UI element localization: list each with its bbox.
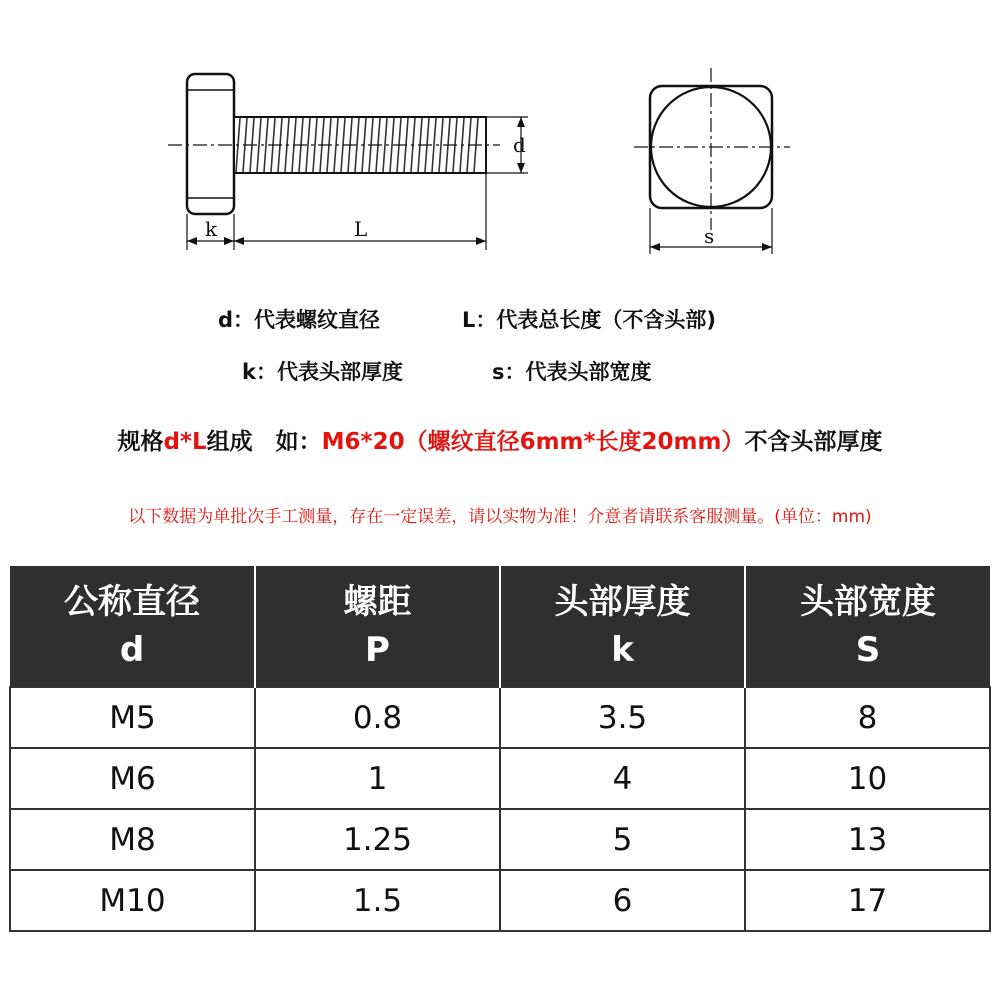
spec-prefix: 规格 xyxy=(117,429,164,455)
table-cell: 10 xyxy=(745,748,990,809)
legend-L-key: L xyxy=(462,308,476,332)
measurement-note: 以下数据为单批次手工测量，存在一定误差，请以实物为准！介意者请联系客服测量。(单位：mm) xyxy=(128,507,872,527)
header-title: 头部厚度 xyxy=(554,582,691,622)
legend-k xyxy=(242,356,403,386)
header-symbol: P xyxy=(365,630,390,670)
header-title: 公称直径 xyxy=(64,582,200,622)
spec-mid: 组成 如： xyxy=(206,429,322,455)
bolt-head-side xyxy=(187,74,234,214)
header-head-thickness xyxy=(500,566,745,687)
table-cell: 13 xyxy=(745,809,990,870)
legend-k-key: k xyxy=(242,360,256,384)
table-row xyxy=(10,687,990,748)
dim-label-L: L xyxy=(354,217,368,241)
legend-d-key: d xyxy=(218,308,234,332)
spec-example: M6*20（螺纹直径6mm*长度20mm） xyxy=(321,429,745,455)
dim-label-s: s xyxy=(704,224,715,248)
legend-s-desc: 代表头部宽度 xyxy=(525,360,652,384)
legend-colon: ： xyxy=(233,308,255,332)
table-cell: M8 xyxy=(10,809,255,870)
table-cell: 1.5 xyxy=(255,870,500,931)
spec-formula: d*L xyxy=(163,429,207,455)
table-cell: 5 xyxy=(500,809,745,870)
table-row xyxy=(10,748,990,809)
legend-s xyxy=(492,356,652,386)
legend-L-desc: 代表总长度（不含头部) xyxy=(496,308,716,332)
spec-line xyxy=(0,423,1000,456)
table-cell: 8 xyxy=(745,687,990,748)
legend-colon: ： xyxy=(504,360,526,384)
header-title: 头部宽度 xyxy=(800,582,936,622)
bolt-dimension-drawing xyxy=(0,0,1000,280)
dim-label-d: d xyxy=(513,133,526,157)
table-cell: 6 xyxy=(500,870,745,931)
legend-colon: ： xyxy=(255,360,277,384)
table-cell: M5 xyxy=(10,687,255,748)
table-cell: 1.25 xyxy=(255,809,500,870)
spec-suffix: 不含头部厚度 xyxy=(744,429,883,455)
legend-d xyxy=(218,304,380,334)
legend-colon: ： xyxy=(475,308,497,332)
table-cell: 1 xyxy=(255,748,500,809)
table-cell: 0.8 xyxy=(255,687,500,748)
header-symbol: d xyxy=(119,630,145,670)
header-symbol: S xyxy=(855,630,881,670)
legend-k-desc: 代表头部厚度 xyxy=(276,360,403,384)
table-row xyxy=(10,809,990,870)
header-title: 螺距 xyxy=(343,582,412,622)
legend-d-desc: 代表螺纹直径 xyxy=(254,308,381,332)
table-header-row xyxy=(10,566,990,687)
header-head-width xyxy=(745,566,990,687)
spec-table xyxy=(9,566,991,932)
header-symbol: k xyxy=(611,630,634,670)
table-cell: 3.5 xyxy=(500,687,745,748)
header-nominal-diameter xyxy=(10,566,255,687)
legend-L xyxy=(462,304,716,334)
legend-s-key: s xyxy=(492,360,505,384)
table-cell: M10 xyxy=(10,870,255,931)
table-cell: 17 xyxy=(745,870,990,931)
dim-label-k: k xyxy=(205,217,218,241)
table-row xyxy=(10,870,990,931)
table-cell: M6 xyxy=(10,748,255,809)
table-cell: 4 xyxy=(500,748,745,809)
header-pitch xyxy=(255,566,500,687)
